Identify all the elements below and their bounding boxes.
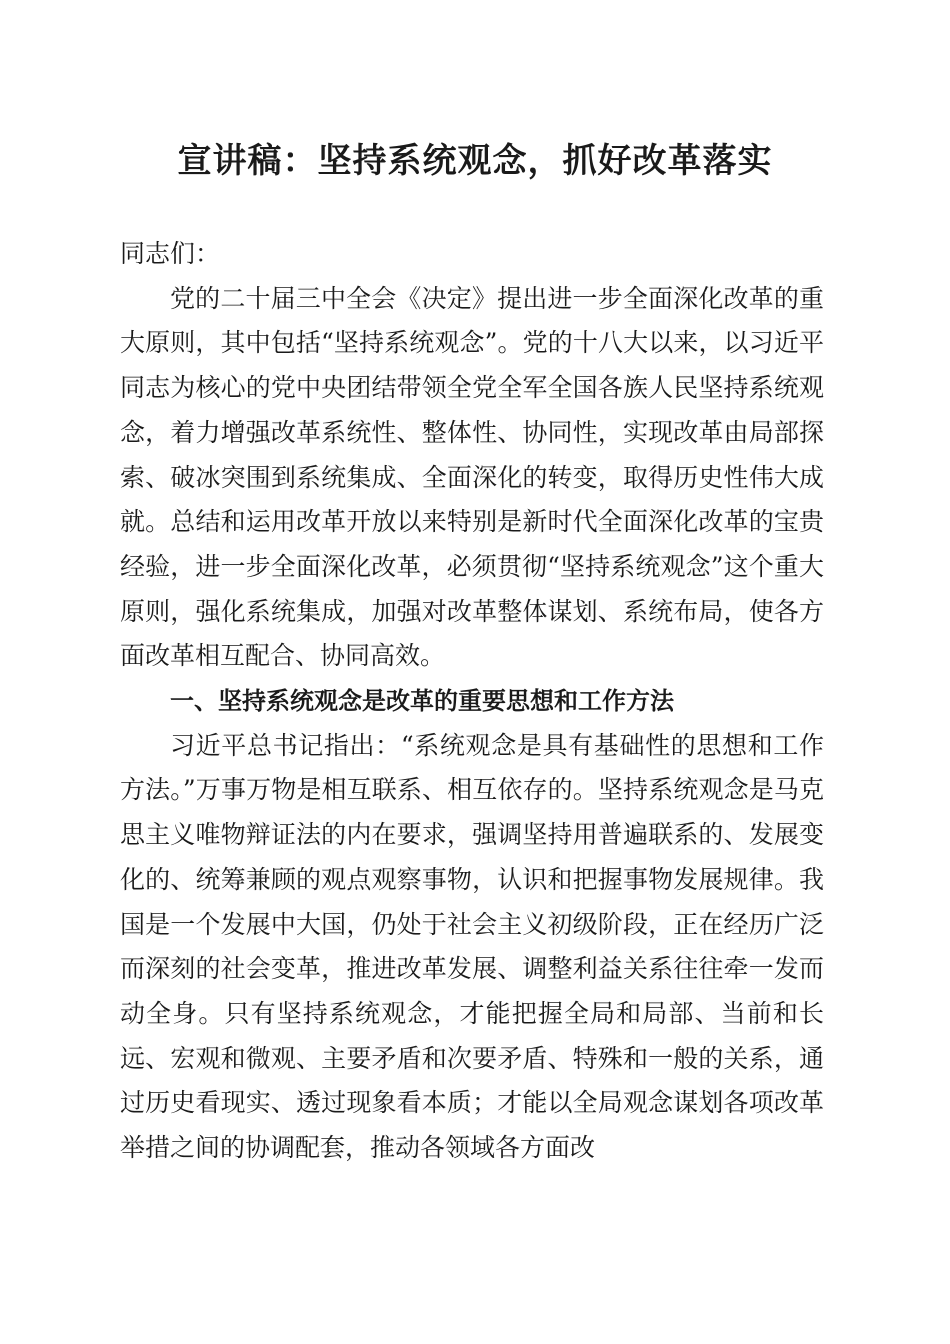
document-title: 宣讲稿：坚持系统观念，抓好改革落实 [177,141,773,181]
paragraph: 党的二十届三中全会《决定》提出进一步全面深化改革的重大原则，其中包括“坚持系统观念”。党的十八大以来，以习近平同志为核心的党中央团结带领全党全军全国各族人民坚持系统观念，着力增强改革系统性、整体性、协同性，实现改革由局部探索、破冰突围到系统集成、全面深化的转变，取得历史性伟大成就。总结和运用改革开放以来特别是新时代全面深化改革的宝贵经验，进一步全面深化改革，必须贯彻“坚持系统观念”这个重大原则，强化系统集成，加强对改革整体谋划、系统布局，使各方面改革相互配合、协同高效。 [120,283,824,671]
salutation: 同志们： [120,239,221,268]
section-heading: 一、坚持系统观念是改革的重要思想和工作方法 [170,687,674,716]
paragraph: 习近平总书记指出：“系统观念是具有基础性的思想和工作方法。”万事万物是相互联系、相互依存的。坚持系统观念是马克思主义唯物辩证法的内在要求，强调坚持用普遍联系的、发展变化的、统筹兼顾的观点观察事物，认识和把握事物发展规律。我国是一个发展中大国，仍处于社会主义初级阶段，正在经历广泛而深刻的社会变革，推进改革发展、调整利益关系往往牵一发而动全身。只有坚持系统观念，才能把握全局和局部、当前和长远、宏观和微观、主要矛盾和次要矛盾、特殊和一般的关系，通过历史看现实、透过现象看本质；才能以全局观念谋划各项改革举措之间的协调配套，推动各领域各方面改 [120,730,824,1163]
document-body [120,232,824,1171]
